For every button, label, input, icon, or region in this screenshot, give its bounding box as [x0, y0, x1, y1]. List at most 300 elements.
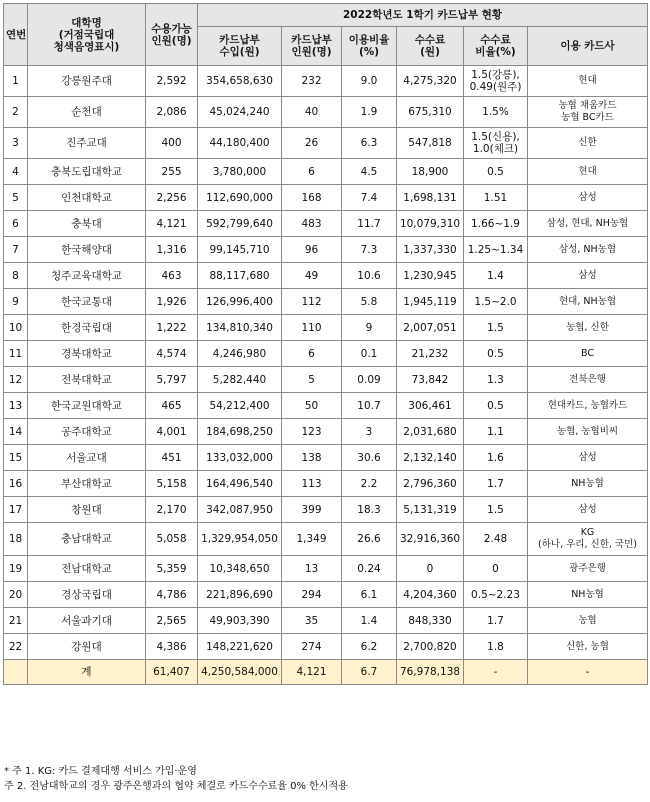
- cell-capacity: 400: [146, 128, 198, 159]
- cell-card-company: [528, 582, 648, 608]
- cell-card-company: [528, 97, 648, 128]
- cell-card-income: 148,221,620: [198, 634, 282, 660]
- cell-fee: 675,310: [397, 97, 464, 128]
- cell-card-people: 294: [282, 582, 342, 608]
- cell-fee-rate: [464, 128, 528, 159]
- table-row: [4, 211, 648, 237]
- cell-card-company: [528, 556, 648, 582]
- cell-use-rate: 0.24: [342, 556, 397, 582]
- cell-fee: 1,945,119: [397, 289, 464, 315]
- cell-fee: 306,461: [397, 393, 464, 419]
- card-company-line: BC: [581, 347, 594, 359]
- col-header-univ: [28, 4, 146, 66]
- total-label: 계: [28, 660, 146, 685]
- cell-univ: 부산대학교: [28, 471, 146, 497]
- cell-univ: 경북대학교: [28, 341, 146, 367]
- cell-card-company: [528, 128, 648, 159]
- cell-fee-rate: [464, 556, 528, 582]
- cell-card-people: 112: [282, 289, 342, 315]
- fee-rate-line: 1.5%: [482, 106, 509, 118]
- cell-card-income: 10,348,650: [198, 556, 282, 582]
- cell-univ: 청주교육대학교: [28, 263, 146, 289]
- card-company-line: 전북은행: [569, 373, 606, 385]
- cell-card-income: 112,690,000: [198, 185, 282, 211]
- cell-card-company: [528, 159, 648, 185]
- cell-fee-rate: [464, 471, 528, 497]
- total-fee-rate: -: [464, 660, 528, 685]
- cell-use-rate: 6.1: [342, 582, 397, 608]
- card-company-line: 삼성, 현대, NH농협: [546, 217, 629, 229]
- cell-capacity: 4,574: [146, 341, 198, 367]
- cell-fee-rate: [464, 66, 528, 97]
- cell-fee: 2,031,680: [397, 419, 464, 445]
- cell-use-rate: 2.2: [342, 471, 397, 497]
- cell-fee: 848,330: [397, 608, 464, 634]
- fee-rate-line: 0.5: [487, 347, 504, 360]
- cell-card-people: 168: [282, 185, 342, 211]
- cell-card-company: [528, 185, 648, 211]
- cell-univ: 충북도립대학교: [28, 159, 146, 185]
- card-company-line: NH농협: [571, 477, 604, 489]
- cell-fee: 2,700,820: [397, 634, 464, 660]
- cell-use-rate: 4.5: [342, 159, 397, 185]
- cell-card-company: [528, 315, 648, 341]
- table-row: [4, 497, 648, 523]
- cell-use-rate: 7.4: [342, 185, 397, 211]
- income-header-line: 수입(원): [219, 46, 260, 58]
- cell-use-rate: 18.3: [342, 497, 397, 523]
- univ-header-line: 대학명: [71, 16, 102, 29]
- cell-no: 9: [4, 289, 28, 315]
- cell-card-income: 164,496,540: [198, 471, 282, 497]
- total-use-rate: 6.7: [342, 660, 397, 685]
- table-row: [4, 367, 648, 393]
- fee-header-line: 수수료: [414, 34, 446, 46]
- fee-rate-line: 1.8: [487, 640, 504, 653]
- cell-use-rate: 9.0: [342, 66, 397, 97]
- cell-use-rate: 5.8: [342, 289, 397, 315]
- cell-card-income: 592,799,640: [198, 211, 282, 237]
- cell-univ: 서울교대: [28, 445, 146, 471]
- cell-card-people: 35: [282, 608, 342, 634]
- card-company-line: 현대카드, 농협카드: [547, 399, 628, 411]
- cell-capacity: 2,170: [146, 497, 198, 523]
- card-company-line: 삼성: [578, 451, 597, 463]
- table-row: [4, 419, 648, 445]
- cell-use-rate: 10.7: [342, 393, 397, 419]
- cell-card-company: [528, 289, 648, 315]
- cell-card-income: 126,996,400: [198, 289, 282, 315]
- people-header-line: 카드납부: [291, 34, 332, 46]
- fee-rate-line: 0.5: [487, 399, 504, 412]
- cell-univ: 경상국립대: [28, 582, 146, 608]
- rate-header-line: 이용비율: [348, 34, 390, 46]
- table-row: [4, 97, 648, 128]
- cell-no: 17: [4, 497, 28, 523]
- cell-card-income: 342,087,950: [198, 497, 282, 523]
- table-row: [4, 159, 648, 185]
- cell-capacity: 4,386: [146, 634, 198, 660]
- fee-rate-line: 1.51: [483, 191, 508, 204]
- cell-fee: 4,275,320: [397, 66, 464, 97]
- col-header-capacity: [146, 4, 198, 66]
- cell-univ: 전남대학교: [28, 556, 146, 582]
- card-company-line: 삼성: [578, 503, 597, 515]
- cell-no: 11: [4, 341, 28, 367]
- cell-card-company: [528, 608, 648, 634]
- cell-use-rate: 11.7: [342, 211, 397, 237]
- cell-card-income: 354,658,630: [198, 66, 282, 97]
- card-payment-table: [3, 3, 648, 685]
- cell-use-rate: 3: [342, 419, 397, 445]
- cell-use-rate: 0.09: [342, 367, 397, 393]
- cell-fee-rate: [464, 159, 528, 185]
- cell-card-income: 88,117,680: [198, 263, 282, 289]
- table-body: [4, 66, 648, 660]
- total-income: 4,250,584,000: [198, 660, 282, 685]
- cell-fee: 5,131,319: [397, 497, 464, 523]
- card-company-line: 농협 채움카드: [558, 100, 617, 111]
- cell-capacity: 463: [146, 263, 198, 289]
- cell-fee-rate: [464, 445, 528, 471]
- cell-card-people: 138: [282, 445, 342, 471]
- col-header-use-rate: [342, 27, 397, 66]
- cell-use-rate: 0.1: [342, 341, 397, 367]
- cell-no: 3: [4, 128, 28, 159]
- cell-fee-rate: [464, 263, 528, 289]
- cell-capacity: 465: [146, 393, 198, 419]
- footnote-2: 주 2. 전남대학교의 경우 광주은행과의 협약 체결로 카드수수료율 0% 한시적용: [4, 781, 348, 792]
- cell-card-people: 6: [282, 159, 342, 185]
- cell-use-rate: 30.6: [342, 445, 397, 471]
- cell-no: 16: [4, 471, 28, 497]
- cell-card-people: 40: [282, 97, 342, 128]
- fee-rate-line: 0.5: [487, 165, 504, 178]
- cell-capacity: 1,926: [146, 289, 198, 315]
- fee-rate-line: 1.7: [487, 614, 504, 627]
- univ-header-line: 청색음영표시): [53, 40, 120, 53]
- cell-fee-rate: [464, 289, 528, 315]
- fee-rate-line: 1.5: [487, 321, 504, 334]
- footnote-1: * 주 1. KG: 카드 결제대행 서비스 가입·운영: [4, 766, 197, 777]
- cell-fee: 1,230,945: [397, 263, 464, 289]
- card-company-line: 농협, 신한: [566, 321, 609, 333]
- fee-rate-header-line: 비율(%): [475, 46, 516, 58]
- fee-rate-line: 1.0(체크): [472, 143, 519, 155]
- people-header-line: 인원(명): [291, 46, 332, 58]
- cell-capacity: 1,316: [146, 237, 198, 263]
- cell-fee-rate: [464, 608, 528, 634]
- capacity-header-line: 인원(명): [151, 34, 192, 47]
- cell-fee-rate: [464, 237, 528, 263]
- cell-fee-rate: [464, 185, 528, 211]
- cell-capacity: 5,797: [146, 367, 198, 393]
- cell-capacity: 5,158: [146, 471, 198, 497]
- table-row: [4, 393, 648, 419]
- cell-capacity: 451: [146, 445, 198, 471]
- cell-no: 7: [4, 237, 28, 263]
- cell-fee-rate: [464, 497, 528, 523]
- cell-card-people: 26: [282, 128, 342, 159]
- table-row: [4, 634, 648, 660]
- table-row: [4, 289, 648, 315]
- cell-card-income: 4,246,980: [198, 341, 282, 367]
- cell-use-rate: 26.6: [342, 523, 397, 556]
- cell-card-income: 133,032,000: [198, 445, 282, 471]
- table-row: [4, 341, 648, 367]
- cell-card-people: 399: [282, 497, 342, 523]
- table-row: [4, 315, 648, 341]
- cell-use-rate: 1.9: [342, 97, 397, 128]
- cell-fee: 32,916,360: [397, 523, 464, 556]
- cell-capacity: 2,086: [146, 97, 198, 128]
- cell-use-rate: 6.3: [342, 128, 397, 159]
- card-company-line: KG: [580, 527, 595, 538]
- card-company-line: 삼성: [578, 191, 597, 203]
- cell-card-income: 134,810,340: [198, 315, 282, 341]
- cell-univ: 강릉원주대: [28, 66, 146, 97]
- fee-rate-line: 2.48: [483, 533, 508, 545]
- fee-rate-line: 1.5~2.0: [474, 295, 517, 308]
- cell-capacity: 2,592: [146, 66, 198, 97]
- cell-fee-rate: [464, 315, 528, 341]
- total-fee: 76,978,138: [397, 660, 464, 685]
- cell-card-people: 96: [282, 237, 342, 263]
- cell-fee: 2,796,360: [397, 471, 464, 497]
- fee-rate-line: 1.25~1.34: [467, 243, 524, 256]
- card-company-line: 신한: [578, 137, 597, 148]
- cell-card-company: [528, 445, 648, 471]
- card-company-line: 삼성, NH농협: [559, 243, 616, 255]
- cell-card-people: 6: [282, 341, 342, 367]
- cell-use-rate: 9: [342, 315, 397, 341]
- card-company-line: 광주은행: [569, 562, 606, 574]
- cell-fee: 4,204,360: [397, 582, 464, 608]
- cell-univ: 한경국립대: [28, 315, 146, 341]
- cell-card-people: 1,349: [282, 523, 342, 556]
- card-company-line: 농협: [578, 614, 597, 626]
- total-capacity: 61,407: [146, 660, 198, 685]
- cell-card-company: [528, 419, 648, 445]
- col-header-fee: [397, 27, 464, 66]
- cell-card-company: [528, 393, 648, 419]
- card-company-line: NH농협: [571, 588, 604, 600]
- cell-fee-rate: [464, 634, 528, 660]
- cell-card-company: [528, 211, 648, 237]
- cell-card-company: [528, 523, 648, 556]
- cell-univ: 한국해양대: [28, 237, 146, 263]
- cell-no: 14: [4, 419, 28, 445]
- cell-univ: 창원대: [28, 497, 146, 523]
- col-header-card-company: 이용 카드사: [528, 27, 648, 66]
- univ-header-line: (거점국립대: [58, 28, 115, 41]
- cell-capacity: 255: [146, 159, 198, 185]
- table-row: [4, 471, 648, 497]
- card-company-line: 삼성: [578, 269, 597, 281]
- cell-univ: 공주대학교: [28, 419, 146, 445]
- cell-fee: 1,337,330: [397, 237, 464, 263]
- cell-card-company: [528, 471, 648, 497]
- cell-use-rate: 7.3: [342, 237, 397, 263]
- cell-fee: 73,842: [397, 367, 464, 393]
- cell-no: 12: [4, 367, 28, 393]
- cell-card-people: 110: [282, 315, 342, 341]
- col-header-card-income: [198, 27, 282, 66]
- rate-header-line: (%): [358, 46, 380, 58]
- cell-fee: 10,079,310: [397, 211, 464, 237]
- cell-card-company: [528, 367, 648, 393]
- cell-univ: 순천대: [28, 97, 146, 128]
- cell-card-people: 274: [282, 634, 342, 660]
- cell-univ: 충북대: [28, 211, 146, 237]
- cell-fee: 2,007,051: [397, 315, 464, 341]
- cell-no: 15: [4, 445, 28, 471]
- fee-rate-line: 0.5~2.23: [471, 588, 520, 601]
- cell-no: 2: [4, 97, 28, 128]
- cell-card-people: 123: [282, 419, 342, 445]
- cell-card-people: 5: [282, 367, 342, 393]
- cell-fee: 0: [397, 556, 464, 582]
- cell-capacity: 5,359: [146, 556, 198, 582]
- fee-rate-header-line: 수수료: [480, 34, 511, 46]
- fee-rate-line: 0.49(원주): [469, 81, 522, 93]
- cell-fee: 21,232: [397, 341, 464, 367]
- cell-no: 13: [4, 393, 28, 419]
- total-card-company: -: [528, 660, 648, 685]
- cell-fee-rate: [464, 211, 528, 237]
- cell-card-people: 50: [282, 393, 342, 419]
- cell-no: 20: [4, 582, 28, 608]
- cell-no: 8: [4, 263, 28, 289]
- card-company-line: (하나, 우리, 신한, 국민): [538, 539, 637, 550]
- cell-fee-rate: [464, 367, 528, 393]
- cell-card-income: 44,180,400: [198, 128, 282, 159]
- fee-rate-line: 1.7: [487, 477, 504, 490]
- cell-card-income: 49,903,390: [198, 608, 282, 634]
- cell-no: 19: [4, 556, 28, 582]
- table-row: [4, 128, 648, 159]
- cell-use-rate: 6.2: [342, 634, 397, 660]
- cell-no: 5: [4, 185, 28, 211]
- total-row: [4, 660, 648, 685]
- cell-card-income: 1,329,954,050: [198, 523, 282, 556]
- cell-card-income: 5,282,440: [198, 367, 282, 393]
- cell-capacity: 2,565: [146, 608, 198, 634]
- cell-capacity: 4,121: [146, 211, 198, 237]
- card-company-line: 농협 BC카드: [561, 112, 614, 123]
- cell-card-income: 221,896,690: [198, 582, 282, 608]
- footnotes: [4, 764, 348, 794]
- cell-card-company: [528, 341, 648, 367]
- cell-univ: 강원대: [28, 634, 146, 660]
- cell-univ: 진주교대: [28, 128, 146, 159]
- fee-rate-line: 0: [492, 562, 499, 575]
- fee-header-line: (원): [420, 46, 440, 58]
- cell-capacity: 4,001: [146, 419, 198, 445]
- group-title: 2022학년도 1학기 카드납부 현황: [198, 4, 648, 27]
- cell-use-rate: 10.6: [342, 263, 397, 289]
- cell-univ: 한국교원대학교: [28, 393, 146, 419]
- cell-card-company: [528, 263, 648, 289]
- cell-fee: 18,900: [397, 159, 464, 185]
- cell-card-company: [528, 237, 648, 263]
- cell-card-income: 45,024,240: [198, 97, 282, 128]
- cell-no: 6: [4, 211, 28, 237]
- card-company-line: 현대: [578, 165, 597, 177]
- cell-card-people: 483: [282, 211, 342, 237]
- fee-rate-line: 1.4: [487, 269, 504, 282]
- cell-univ: 서울과기대: [28, 608, 146, 634]
- cell-capacity: 1,222: [146, 315, 198, 341]
- capacity-header-line: 수용가능: [151, 22, 192, 35]
- cell-fee-rate: [464, 523, 528, 556]
- card-company-line: 현대: [578, 75, 597, 86]
- table-row: [4, 608, 648, 634]
- cell-card-income: 99,145,710: [198, 237, 282, 263]
- fee-rate-line: 1.5(신용),: [471, 131, 520, 143]
- income-header-line: 카드납부: [219, 34, 260, 46]
- col-header-fee-rate: [464, 27, 528, 66]
- table-row: [4, 445, 648, 471]
- cell-no: 10: [4, 315, 28, 341]
- cell-capacity: 2,256: [146, 185, 198, 211]
- cell-univ: 충남대학교: [28, 523, 146, 556]
- cell-fee: 2,132,140: [397, 445, 464, 471]
- cell-card-company: [528, 497, 648, 523]
- total-no: [4, 660, 28, 685]
- cell-fee-rate: [464, 582, 528, 608]
- header-row-1: [4, 4, 648, 27]
- cell-capacity: 4,786: [146, 582, 198, 608]
- table-row: [4, 263, 648, 289]
- cell-no: 4: [4, 159, 28, 185]
- fee-rate-line: 1.6: [487, 451, 504, 464]
- cell-card-company: [528, 66, 648, 97]
- cell-univ: 한국교통대: [28, 289, 146, 315]
- table-row: [4, 582, 648, 608]
- cell-card-income: 54,212,400: [198, 393, 282, 419]
- fee-rate-line: 1.5: [487, 503, 504, 516]
- cell-fee-rate: [464, 419, 528, 445]
- cell-no: 22: [4, 634, 28, 660]
- cell-use-rate: 1.4: [342, 608, 397, 634]
- col-header-no: 연번: [4, 4, 28, 66]
- cell-fee-rate: [464, 341, 528, 367]
- fee-rate-line: 1.66~1.9: [471, 217, 520, 230]
- cell-card-people: 13: [282, 556, 342, 582]
- fee-rate-line: 1.1: [487, 425, 504, 438]
- cell-no: 21: [4, 608, 28, 634]
- cell-card-income: 3,780,000: [198, 159, 282, 185]
- cell-capacity: 5,058: [146, 523, 198, 556]
- cell-fee-rate: [464, 393, 528, 419]
- fee-rate-line: 1.3: [487, 373, 504, 386]
- cell-fee: 1,698,131: [397, 185, 464, 211]
- cell-fee: 547,818: [397, 128, 464, 159]
- cell-card-people: 232: [282, 66, 342, 97]
- cell-card-company: [528, 634, 648, 660]
- cell-fee-rate: [464, 97, 528, 128]
- card-company-line: 신한, 농협: [566, 640, 609, 652]
- total-people: 4,121: [282, 660, 342, 685]
- fee-rate-line: 1.5(강릉),: [471, 69, 520, 81]
- table-row: [4, 66, 648, 97]
- cell-no: 18: [4, 523, 28, 556]
- cell-univ: 인천대학교: [28, 185, 146, 211]
- table-row: [4, 523, 648, 556]
- cell-univ: 전북대학교: [28, 367, 146, 393]
- cell-card-people: 113: [282, 471, 342, 497]
